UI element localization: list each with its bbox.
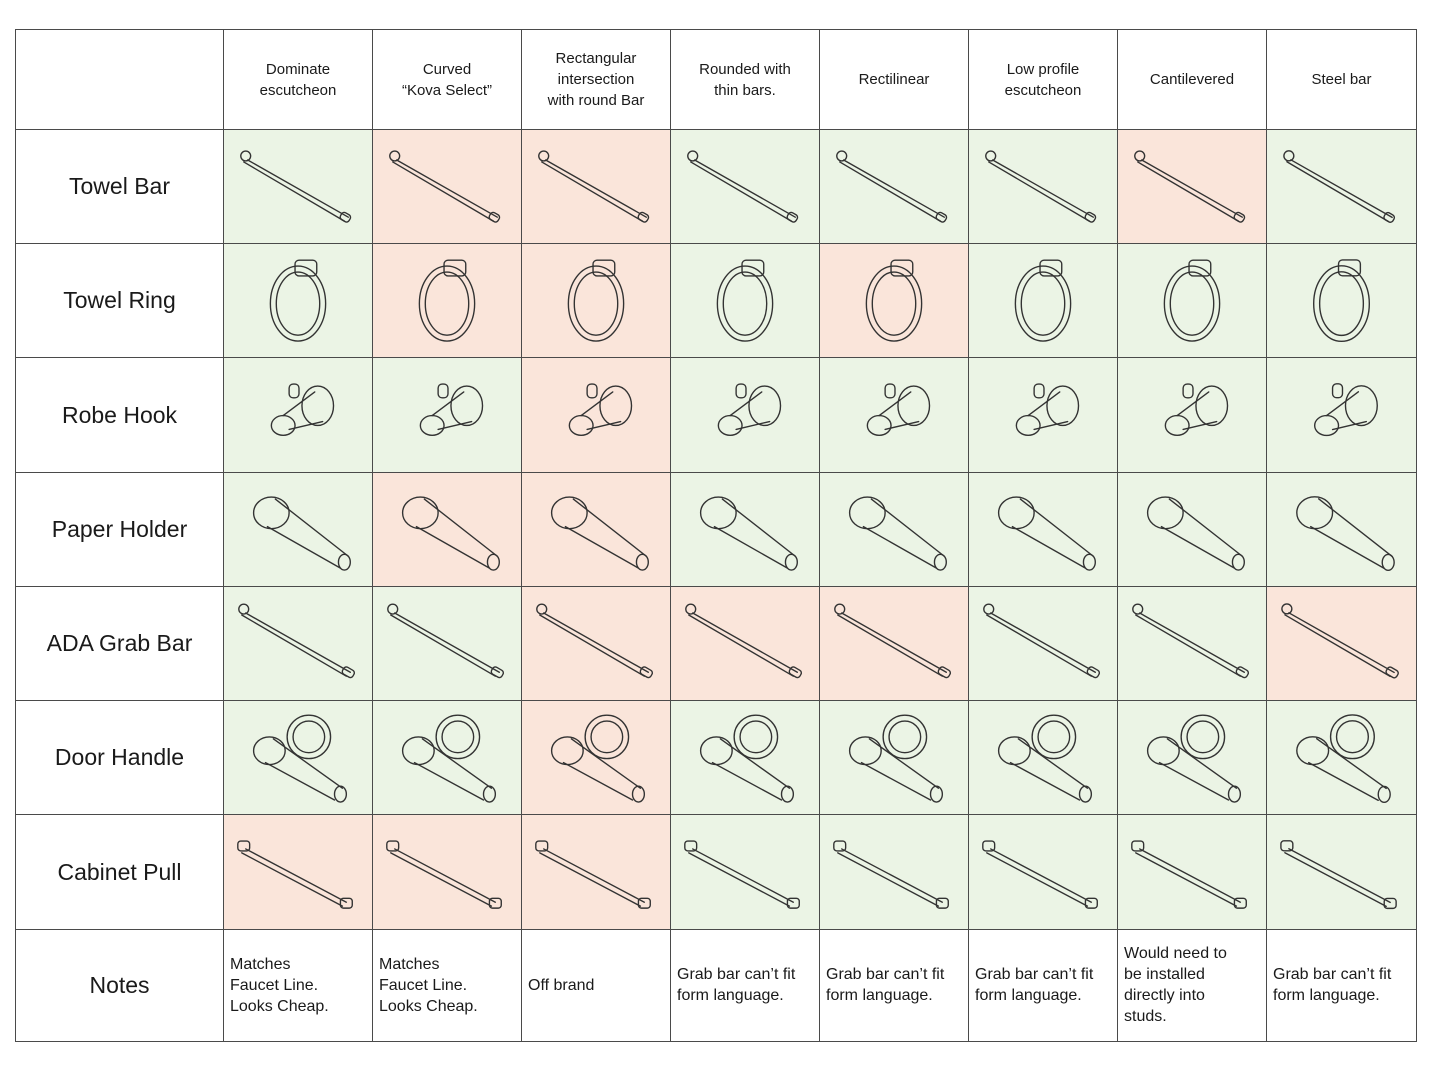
- product-cell-good: [224, 244, 373, 358]
- towel-ring-icon: [969, 244, 1117, 357]
- product-cell-good: [969, 358, 1118, 472]
- cabinet-pull-icon: [522, 815, 670, 928]
- product-cell-good: [224, 701, 373, 815]
- column-header: Rectilinear: [820, 30, 969, 130]
- door-handle-icon: [224, 701, 372, 814]
- product-cell-good: [671, 472, 820, 586]
- cabinet-pull-icon: [224, 815, 372, 928]
- product-cell-good: [969, 244, 1118, 358]
- row-label: ADA Grab Bar: [16, 586, 224, 700]
- towel-ring-icon: [1118, 244, 1266, 357]
- robe-hook-icon: [373, 358, 521, 471]
- column-header: Steel bar: [1267, 30, 1417, 130]
- towel-bar-icon: [671, 130, 819, 243]
- product-cell-good: [1267, 130, 1417, 244]
- matrix-row: [16, 358, 1417, 472]
- note-cell: Matches Faucet Line. Looks Cheap.: [373, 929, 522, 1041]
- header-row: [16, 30, 1417, 130]
- door-handle-icon: [969, 701, 1117, 814]
- product-cell-good: [1267, 701, 1417, 815]
- product-cell-good: [373, 358, 522, 472]
- towel-bar-icon: [1118, 130, 1266, 243]
- towel-bar-icon: [522, 130, 670, 243]
- product-cell-good: [1267, 244, 1417, 358]
- product-cell-good: [1118, 815, 1267, 929]
- towel-bar-icon: [969, 130, 1117, 243]
- matrix-row: [16, 701, 1417, 815]
- note-cell: Grab bar can’t fit form language.: [671, 929, 820, 1041]
- grab-bar-icon: [820, 587, 968, 700]
- matrix-row: [16, 586, 1417, 700]
- product-cell-good: [224, 358, 373, 472]
- note-cell: Off brand: [522, 929, 671, 1041]
- door-handle-icon: [671, 701, 819, 814]
- product-cell-bad: [373, 130, 522, 244]
- product-cell-good: [1267, 472, 1417, 586]
- matrix-row: [16, 244, 1417, 358]
- product-cell-bad: [820, 244, 969, 358]
- grab-bar-icon: [1267, 587, 1416, 700]
- robe-hook-icon: [1267, 358, 1416, 471]
- product-cell-good: [1118, 472, 1267, 586]
- row-label: Paper Holder: [16, 472, 224, 586]
- product-cell-good: [671, 244, 820, 358]
- door-handle-icon: [1267, 701, 1416, 814]
- product-cell-bad: [224, 815, 373, 929]
- product-cell-good: [224, 472, 373, 586]
- column-header: Low profile escutcheon: [969, 30, 1118, 130]
- product-cell-good: [969, 130, 1118, 244]
- note-cell: Grab bar can’t fit form language.: [820, 929, 969, 1041]
- cabinet-pull-icon: [671, 815, 819, 928]
- grab-bar-icon: [1118, 587, 1266, 700]
- note-cell: Matches Faucet Line. Looks Cheap.: [224, 929, 373, 1041]
- robe-hook-icon: [820, 358, 968, 471]
- product-cell-bad: [373, 815, 522, 929]
- product-cell-bad: [522, 358, 671, 472]
- paper-holder-icon: [969, 473, 1117, 586]
- robe-hook-icon: [1118, 358, 1266, 471]
- product-cell-good: [1118, 586, 1267, 700]
- product-cell-good: [671, 358, 820, 472]
- corner-cell: [16, 30, 224, 130]
- product-cell-good: [671, 815, 820, 929]
- paper-holder-icon: [1118, 473, 1266, 586]
- towel-bar-icon: [820, 130, 968, 243]
- product-cell-good: [969, 472, 1118, 586]
- product-cell-bad: [522, 130, 671, 244]
- product-cell-bad: [522, 244, 671, 358]
- product-cell-good: [224, 586, 373, 700]
- robe-hook-icon: [969, 358, 1117, 471]
- column-header: Curved “Kova Select”: [373, 30, 522, 130]
- column-header: Rounded with thin bars.: [671, 30, 820, 130]
- towel-bar-icon: [224, 130, 372, 243]
- cabinet-pull-icon: [1118, 815, 1266, 928]
- row-label: Robe Hook: [16, 358, 224, 472]
- product-cell-good: [373, 701, 522, 815]
- product-cell-bad: [1267, 586, 1417, 700]
- product-cell-good: [1267, 358, 1417, 472]
- door-handle-icon: [373, 701, 521, 814]
- product-cell-good: [1118, 358, 1267, 472]
- paper-holder-icon: [522, 473, 670, 586]
- product-cell-good: [820, 130, 969, 244]
- grab-bar-icon: [224, 587, 372, 700]
- door-handle-icon: [1118, 701, 1266, 814]
- note-cell: Would need to be installed directly into studs.: [1118, 929, 1267, 1041]
- column-header: Dominate escutcheon: [224, 30, 373, 130]
- column-header: Rectangular intersection with round Bar: [522, 30, 671, 130]
- towel-ring-icon: [373, 244, 521, 357]
- comparison-grid: [15, 29, 1417, 1042]
- product-cell-good: [1118, 701, 1267, 815]
- product-cell-good: [820, 472, 969, 586]
- cabinet-pull-icon: [969, 815, 1117, 928]
- note-cell: Grab bar can’t fit form language.: [1267, 929, 1417, 1041]
- door-handle-icon: [522, 701, 670, 814]
- paper-holder-icon: [820, 473, 968, 586]
- product-cell-good: [373, 586, 522, 700]
- row-label-notes: Notes: [16, 929, 224, 1041]
- row-label: Towel Bar: [16, 130, 224, 244]
- cabinet-pull-icon: [820, 815, 968, 928]
- paper-holder-icon: [671, 473, 819, 586]
- paper-holder-icon: [1267, 473, 1416, 586]
- note-cell: Grab bar can’t fit form language.: [969, 929, 1118, 1041]
- product-cell-good: [671, 701, 820, 815]
- door-handle-icon: [820, 701, 968, 814]
- product-cell-good: [1118, 244, 1267, 358]
- column-header: Cantilevered: [1118, 30, 1267, 130]
- matrix-row: [16, 472, 1417, 586]
- product-cell-bad: [522, 472, 671, 586]
- product-cell-bad: [522, 701, 671, 815]
- towel-ring-icon: [671, 244, 819, 357]
- paper-holder-icon: [224, 473, 372, 586]
- matrix-row: [16, 815, 1417, 929]
- grab-bar-icon: [671, 587, 819, 700]
- row-label: Cabinet Pull: [16, 815, 224, 929]
- product-cell-good: [671, 130, 820, 244]
- towel-ring-icon: [820, 244, 968, 357]
- product-cell-bad: [1118, 130, 1267, 244]
- product-cell-good: [224, 130, 373, 244]
- robe-hook-icon: [522, 358, 670, 471]
- towel-bar-icon: [373, 130, 521, 243]
- towel-ring-icon: [1267, 244, 1416, 357]
- grab-bar-icon: [373, 587, 521, 700]
- row-label: Towel Ring: [16, 244, 224, 358]
- product-cell-bad: [522, 586, 671, 700]
- cabinet-pull-icon: [373, 815, 521, 928]
- robe-hook-icon: [224, 358, 372, 471]
- towel-bar-icon: [1267, 130, 1416, 243]
- paper-holder-icon: [373, 473, 521, 586]
- product-cell-good: [969, 815, 1118, 929]
- product-cell-bad: [820, 586, 969, 700]
- row-label: Door Handle: [16, 701, 224, 815]
- grab-bar-icon: [522, 587, 670, 700]
- robe-hook-icon: [671, 358, 819, 471]
- product-cell-good: [1267, 815, 1417, 929]
- product-cell-bad: [522, 815, 671, 929]
- product-cell-good: [969, 586, 1118, 700]
- cabinet-pull-icon: [1267, 815, 1416, 928]
- product-cell-good: [820, 701, 969, 815]
- towel-ring-icon: [224, 244, 372, 357]
- towel-ring-icon: [522, 244, 670, 357]
- product-cell-bad: [373, 244, 522, 358]
- product-cell-bad: [373, 472, 522, 586]
- grab-bar-icon: [969, 587, 1117, 700]
- product-cell-good: [820, 358, 969, 472]
- product-cell-bad: [671, 586, 820, 700]
- notes-row: [16, 929, 1417, 1041]
- matrix-row: [16, 130, 1417, 244]
- product-cell-good: [969, 701, 1118, 815]
- product-cell-good: [820, 815, 969, 929]
